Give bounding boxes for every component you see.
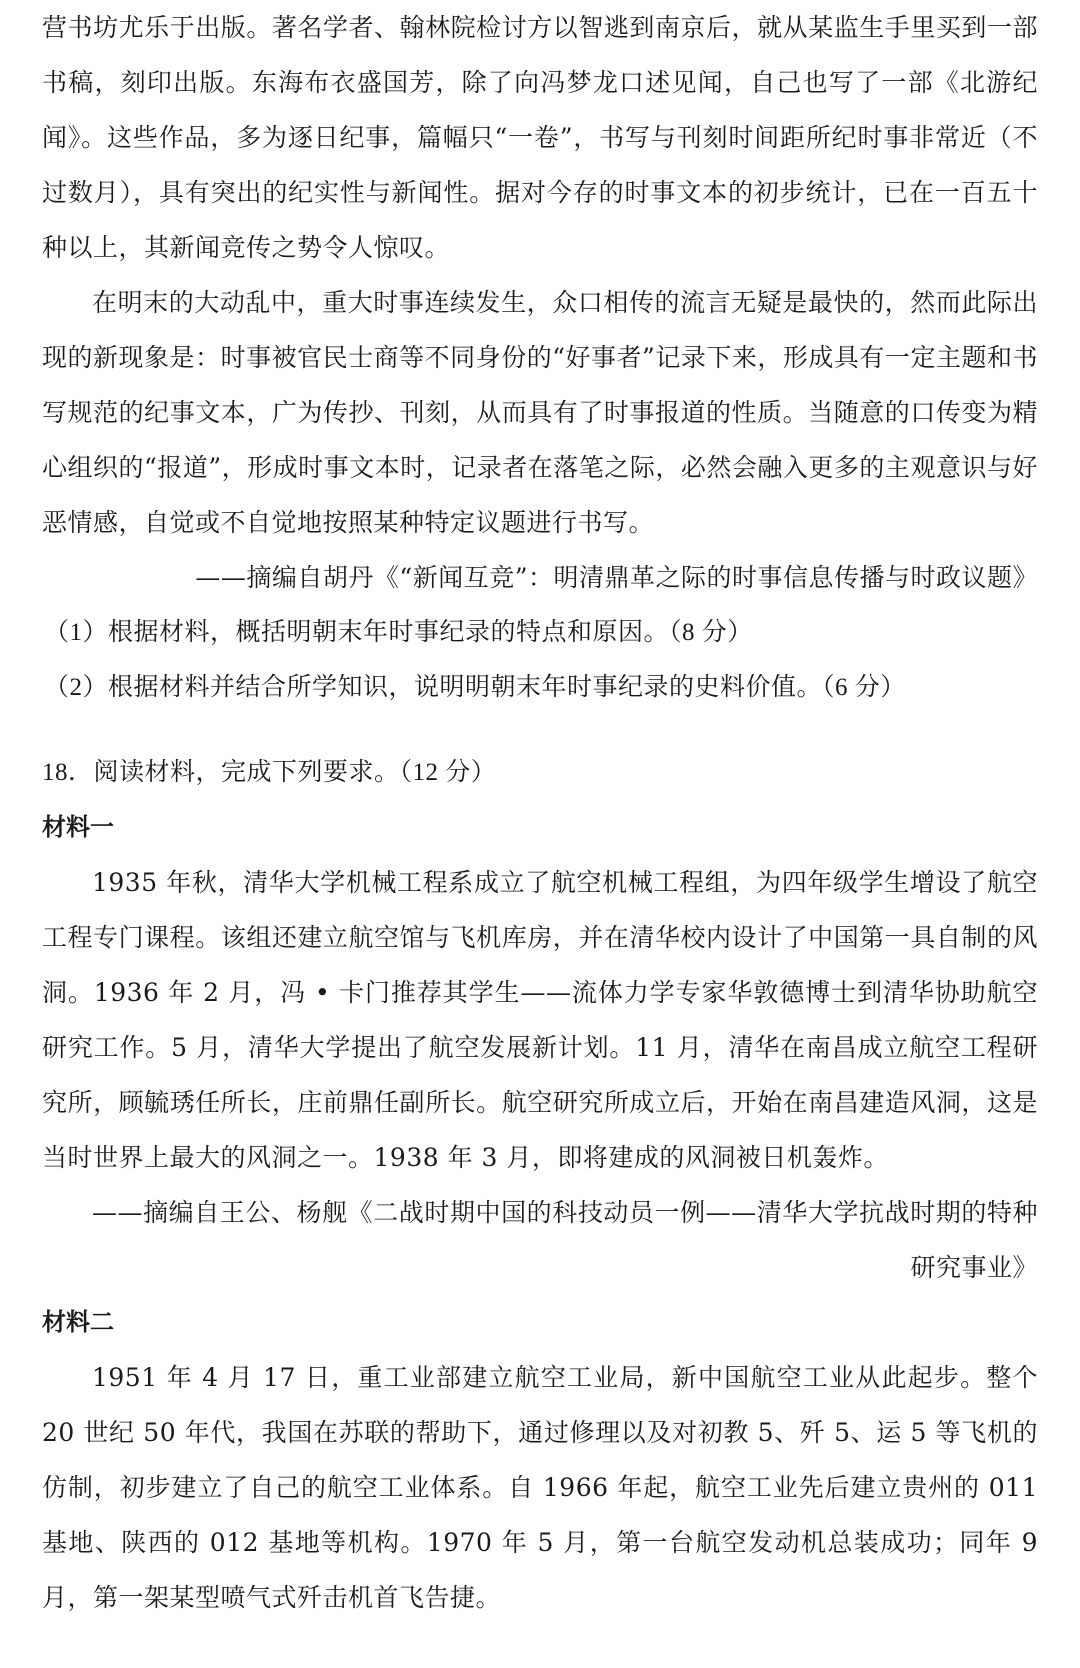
section-gap <box>42 715 1038 745</box>
exam-page <box>42 0 1038 1625</box>
material-2-label: 材料二 <box>42 1308 114 1336</box>
passage-citation: ——摘编自胡丹《“新闻互竞”：明清鼎革之际的时事信息传播与时政议题》 <box>195 563 1038 592</box>
question-17-1: （1）根据材料，概括明朝末年时事纪录的特点和原因。（8 分） <box>44 619 753 646</box>
passage-paragraph-1: 营书坊尤乐于出版。著名学者、翰林院检讨方以智逃到南京后，就从某监生手里买到一部书稿，刻印出版。东海布衣盛国芳，除了向冯梦龙口述见闻，自己也写了一部《北游纪闻》。这些作品，多为逐日纪事，篇幅只“一卷”，书写与刊刻时间距所纪时事非常近（不过数月），具有突出的纪实性与新闻性。据对今存的时事文本的初步统计，已在一百五十种以上，其新闻竞传之势令人惊叹。 <box>42 13 1038 262</box>
material-1-label: 材料一 <box>42 813 114 841</box>
material-1-citation: ——摘编自王公、杨舰《二战时期中国的科技动员一例——清华大学抗战时期的特种研究事业》 <box>92 1198 1038 1282</box>
passage-paragraph-2: 在明末的大动乱中，重大时事连续发生，众口相传的流言无疑是最快的，然而此际出现的新现象是：时事被官民士商等不同身份的“好事者”记录下来，形成具有一定主题和书写规范的纪事文本，广为传抄、刊刻，从而具有了时事报道的性质。当随意的口传变为精心组织的“报道”，形成时事文本时，记录者在落笔之际，必然会融入更多的主观意识与好恶情感，自觉或不自觉地按照某种特定议题进行书写。 <box>42 288 1038 537</box>
material-2-text: 1951 年 4 月 17 日，重工业部建立航空工业局，新中国航空工业从此起步。整个 20 世纪 50 年代，我国在苏联的帮助下，通过修理以及对初教 5、歼 5、运 5 等飞机的仿制，初步建立了自己的航空工业体系。自 1966 年起，航空工业先后建立贵州的 011 基地、陕西的 012 基地等机构。1970 年 5 月，第一台航空发动机总装成功；同年 9 月，第一架某型喷气式歼击机首飞告捷。 <box>42 1363 1038 1612</box>
question-17-2: （2）根据材料并结合所学知识，说明明朝末年时事纪录的史料价值。（6 分） <box>44 674 906 701</box>
question-18-title: 18．阅读材料，完成下列要求。（12 分） <box>42 759 497 786</box>
material-1-text: 1935 年秋，清华大学机械工程系成立了航空机械工程组，为四年级学生增设了航空工程专门课程。该组还建立航空馆与飞机库房，并在清华校内设计了中国第一具自制的风洞。1936 年 2 月，冯 • 卡门推荐其学生——流体力学专家华敦德博士到清华协助航空研究工作。5 月，清华大学提出了航空发展新计划。11 月，清华在南昌成立航空工程研究所，顾毓琇任所长，庄前鼎任副所长。航空研究所成立后，开始在南昌建造风洞，这是当时世界上最大的风洞之一。1938 年 3 月，即将建成的风洞被日机轰炸。 <box>42 868 1038 1172</box>
